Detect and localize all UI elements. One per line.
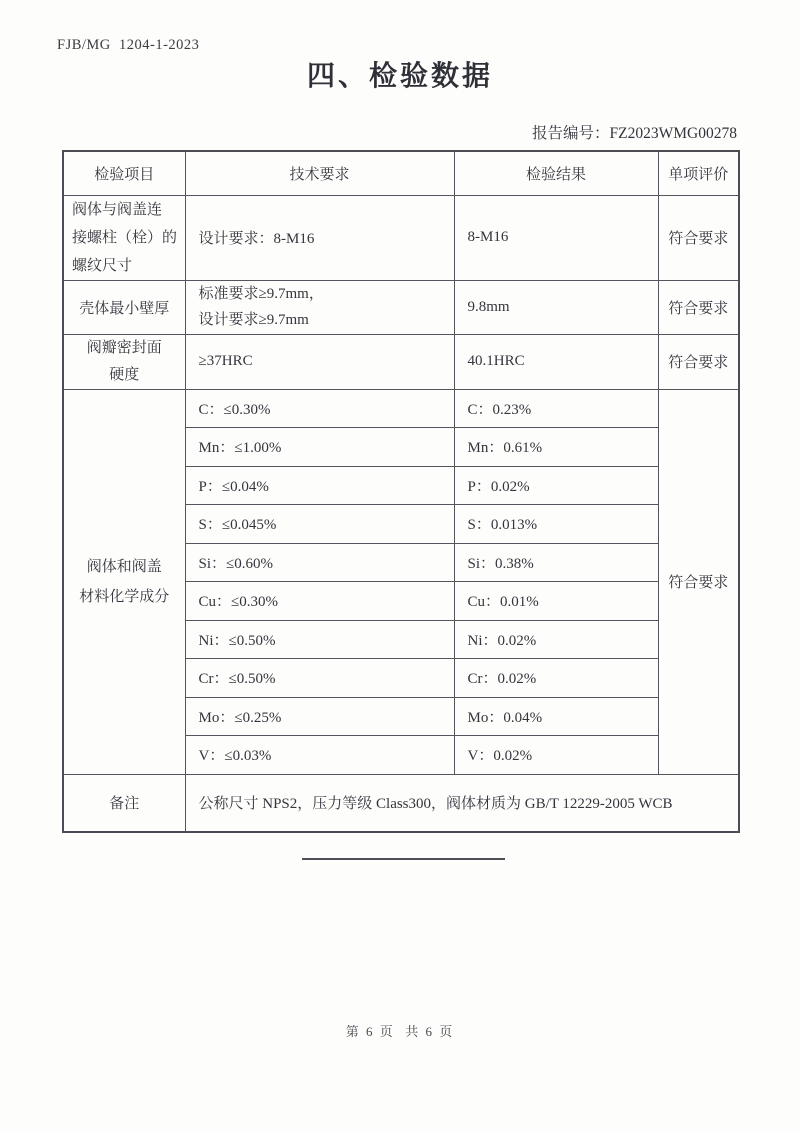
table-row xyxy=(63,774,739,832)
thread-result-cell: 8-M16 xyxy=(454,195,658,280)
chem-result-cell: Si：0.38% xyxy=(454,543,658,582)
page-number-footer: 第 6 页 共 6 页 xyxy=(345,1024,455,1039)
thread-item-line3: 螺纹尺寸 xyxy=(72,257,133,274)
document-code: FJB/MG 1204-1-2023 xyxy=(57,37,200,53)
wall-requirement-cell xyxy=(185,280,454,334)
thread-item-line2: 接螺柱（栓）的 xyxy=(72,229,178,246)
hardness-requirement-cell: ≥37HRC xyxy=(185,334,454,389)
chem-result-cell: Cu：0.01% xyxy=(454,582,658,621)
chem-requirement-cell: Si：≤0.60% xyxy=(185,543,454,582)
chem-requirement-cell: V：≤0.03% xyxy=(185,736,454,775)
table-row xyxy=(63,389,739,428)
table-row xyxy=(63,334,739,389)
hardness-item-line1: 阀瓣密封面 xyxy=(86,339,162,356)
chem-item-line2: 材料化学成分 xyxy=(79,588,170,605)
header-cell-requirement: 技术要求 xyxy=(185,151,454,195)
chem-result-cell: S：0.013% xyxy=(454,505,658,544)
wall-requirement-line2: 设计要求≥9.7mm xyxy=(198,312,309,328)
header-cell-evaluation: 单项评价 xyxy=(658,151,739,195)
chem-item-line1: 阀体和阀盖 xyxy=(86,558,162,575)
table-row xyxy=(63,280,739,334)
chem-requirement-cell: S：≤0.045% xyxy=(185,505,454,544)
remark-label-cell: 备注 xyxy=(63,774,185,832)
page-title: 四、检验数据 xyxy=(306,61,493,92)
report-number-label: 报告编号： xyxy=(532,125,610,142)
wall-requirement-line1: 标准要求≥9.7mm， xyxy=(198,286,324,302)
chem-result-cell: C：0.23% xyxy=(454,389,658,428)
header-cell-item: 检验项目 xyxy=(63,151,185,195)
hardness-item-cell xyxy=(63,334,185,389)
chem-evaluation-cell: 符合要求 xyxy=(658,389,739,774)
thread-requirement-cell: 设计要求：8-M16 xyxy=(185,195,454,280)
report-number-value: FZ2023WMG00278 xyxy=(609,125,737,142)
chem-result-cell: V：0.02% xyxy=(454,736,658,775)
chem-requirement-cell: Mo：≤0.25% xyxy=(185,697,454,736)
hardness-result-cell: 40.1HRC xyxy=(454,334,658,389)
header-cell-result: 检验结果 xyxy=(454,151,658,195)
separator-line xyxy=(302,858,505,860)
chem-requirement-cell: Cr：≤0.50% xyxy=(185,659,454,698)
chem-item-cell xyxy=(63,389,185,774)
thread-item-line1: 阀体与阀盖连 xyxy=(72,201,163,218)
chem-result-cell: Ni：0.02% xyxy=(454,620,658,659)
wall-result-cell: 9.8mm xyxy=(454,280,658,334)
chem-requirement-cell: P：≤0.04% xyxy=(185,466,454,505)
table-row xyxy=(63,195,739,280)
remark-text-cell: 公称尺寸 NPS2，压力等级 Class300，阀体材质为 GB/T 12229-2005 WCB xyxy=(185,774,739,832)
inspection-data-table xyxy=(62,150,740,833)
chem-result-cell: Mn：0.61% xyxy=(454,428,658,467)
chem-requirement-cell: Ni：≤0.50% xyxy=(185,620,454,659)
chem-requirement-cell: Mn：≤1.00% xyxy=(185,428,454,467)
chem-requirement-cell: Cu：≤0.30% xyxy=(185,582,454,621)
chem-result-cell: Mo：0.04% xyxy=(454,697,658,736)
inspection-table-container xyxy=(62,150,740,833)
table-header-row xyxy=(63,151,739,195)
thread-item-cell xyxy=(63,195,185,280)
chem-requirement-cell: C：≤0.30% xyxy=(185,389,454,428)
hardness-item-line2: 硬度 xyxy=(109,366,140,383)
chem-result-cell: Cr：0.02% xyxy=(454,659,658,698)
report-number-line xyxy=(532,121,737,143)
thread-evaluation-cell: 符合要求 xyxy=(658,195,739,280)
wall-evaluation-cell: 符合要求 xyxy=(658,280,739,334)
wall-item-cell: 壳体最小壁厚 xyxy=(63,280,185,334)
chem-result-cell: P：0.02% xyxy=(454,466,658,505)
hardness-evaluation-cell: 符合要求 xyxy=(658,334,739,389)
